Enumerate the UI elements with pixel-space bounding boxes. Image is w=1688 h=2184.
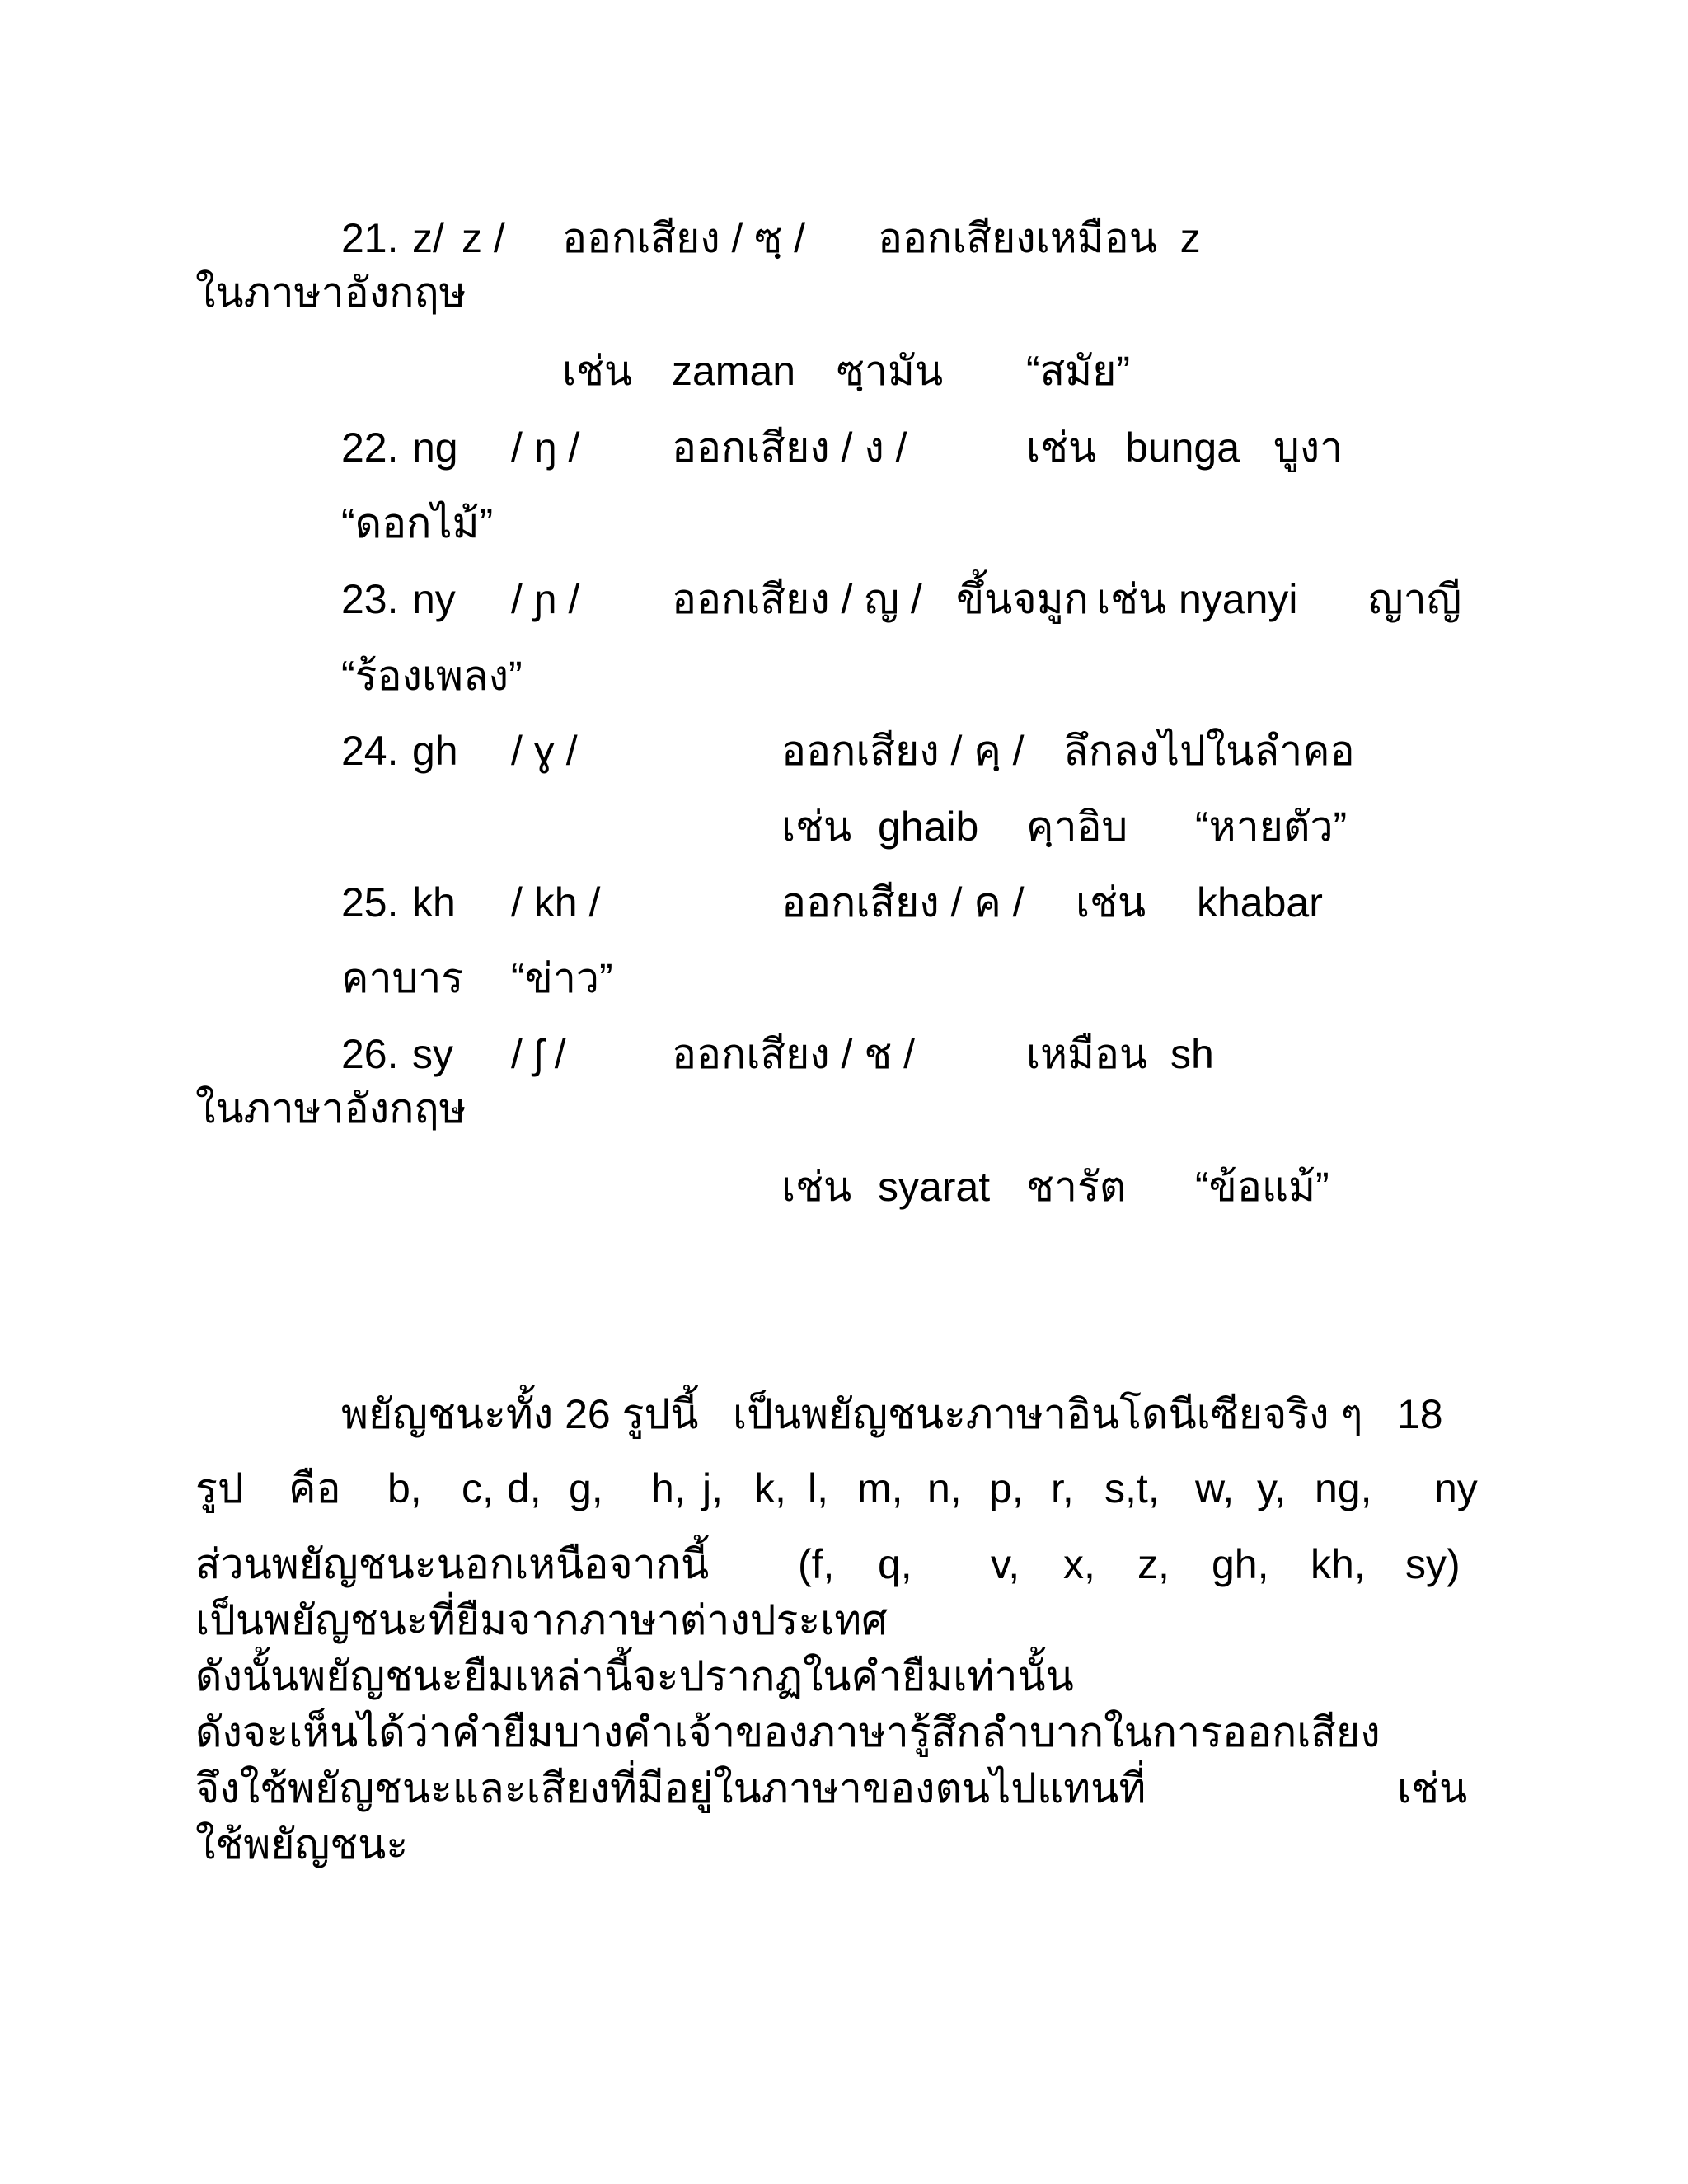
entry-23-example-thai: ญาญี [1368,576,1462,622]
entry-23-note: ขึ้นจมูก [956,576,1089,622]
entry-25-example-thai: คาบาร [341,955,464,1001]
paragraph-line-3-word: sy) [1405,1541,1461,1587]
paragraph-line-8: ใช้พยัญชนะ [195,1821,409,1868]
paragraph-line-2-word: d, [507,1465,542,1511]
entry-26-number: 26. [341,1031,399,1077]
paragraph-line-3-word: x, [1063,1541,1095,1587]
entry-23-example-label: เช่น [1096,576,1167,622]
entry-26-example-thai: ชารัต [1026,1164,1127,1210]
entry-25-example-meaning: “ข่าว” [511,955,613,1001]
entry-26-letter: sy [412,1031,453,1077]
paragraph-line-2-word: คือ [288,1465,341,1511]
paragraph-line-3-word: v, [991,1541,1020,1587]
entry-22-example-thai: บูงา [1273,424,1343,471]
entry-24-example-word: ghaib [878,804,979,850]
entry-21-sound: ออกเสียง / ซฺ / [562,215,806,261]
entry-21-example-label: เช่น [562,348,633,394]
entry-23-example-word: nyanyi [1179,576,1298,622]
entry-22-example-meaning: “ดอกไม้” [341,500,494,546]
entry-23-number: 23. [341,576,399,622]
paragraph-line-1: พยัญชนะทั้ง 26 รูปนี้ เป็นพยัญชนะภาษาอินโดนีเซียจริง ๆ 18 [341,1391,1443,1437]
entry-25-phoneme: / kh / [511,879,601,926]
entry-22-example-label: เช่น [1026,424,1097,471]
entry-24-note: ลึกลงไปในลำคอ [1063,728,1355,774]
paragraph-line-2-word: g, [569,1465,603,1511]
entry-26-example-label: เช่น [781,1164,852,1210]
entry-22-number: 22. [341,424,399,471]
paragraph-line-2-word: ny [1434,1465,1478,1511]
entry-21-note-cont: ในภาษาอังกฤษ [195,269,467,316]
paragraph-line-3-start: ส่วนพยัญชนะนอกเหนือจากนี้ [195,1541,710,1587]
paragraph-line-3-word: gh, [1212,1541,1269,1587]
entry-24-number: 24. [341,728,399,774]
paragraph-line-2-word: p, [989,1465,1024,1511]
paragraph-line-7-end: เช่น [1397,1765,1468,1811]
entry-21-letter: z/ [412,215,444,261]
entry-24-example-label: เช่น [781,804,852,850]
paragraph-line-3-word: (f, [798,1541,835,1587]
entry-25-example-word: khabar [1197,879,1323,926]
entry-22-sound: ออกเสียง / ง / [672,424,907,471]
entry-22-letter: ng [412,424,458,471]
entry-26-note: เหมือน sh [1026,1031,1214,1077]
paragraph-line-3-word: z, [1137,1541,1170,1587]
entry-24-phoneme: / ɣ / [511,728,578,774]
paragraph-line-2-word: j, [702,1465,723,1511]
entry-26-note-cont: ในภาษาอังกฤษ [195,1085,467,1132]
paragraph-line-2-word: h, [651,1465,686,1511]
entry-24-sound: ออกเสียง / คฺ / [781,728,1025,774]
paragraph-line-2-word: b, [387,1465,422,1511]
paragraph-line-7: จึงใช้พยัญชนะและเสียงที่มีอยู่ในภาษาของตนไปแทนที่ [195,1765,1146,1811]
entry-25-number: 25. [341,879,399,926]
paragraph-line-4: เป็นพยัญชนะที่ยืมจากภาษาต่างประเทศ [195,1597,888,1643]
paragraph-line-6: ดังจะเห็นได้ว่าคำยืมบางคำเจ้าของภาษารู้สึกลำบากในการออกเสียง [195,1709,1381,1755]
entry-21-phoneme: z / [462,215,505,261]
paragraph-line-2-word: m, [857,1465,903,1511]
paragraph-line-2-word: w, [1195,1465,1235,1511]
paragraph-line-5: ดังนั้นพยัญชนะยืมเหล่านี้จะปรากฏในคำยืมเท่านั้น [195,1653,1074,1699]
entry-26-example-word: syarat [878,1164,991,1210]
paragraph-line-2-word: c, [462,1465,494,1511]
paragraph-line-2-word: s,t, [1104,1465,1160,1511]
entry-21-number: 21. [341,215,399,261]
entry-22-example-word: bunga [1125,424,1240,471]
paragraph-line-3-word: kh, [1311,1541,1366,1587]
entry-25-example-label: เช่น [1076,879,1146,926]
entry-21-note: ออกเสียงเหมือน z [878,215,1201,261]
entry-24-example-meaning: “หายตัว” [1195,804,1348,850]
paragraph-line-2-start: รูป [195,1465,244,1511]
paragraph-line-2-word: l, [808,1465,828,1511]
entry-22-phoneme: / ŋ / [511,424,580,471]
entry-26-phoneme: / ʃ / [511,1031,566,1077]
entry-23-example-meaning: “ร้องเพลง” [341,653,523,699]
entry-23-letter: ny [412,576,456,622]
entry-24-letter: gh [412,728,458,774]
paragraph-line-2-word: n, [927,1465,962,1511]
entry-25-letter: kh [412,879,456,926]
entry-21-example-thai: ซฺามัน [837,348,944,394]
paragraph-line-2-word: k, [754,1465,786,1511]
paragraph-line-2-word: r, [1051,1465,1074,1511]
paragraph-line-3-word: q, [878,1541,912,1587]
entry-25-sound: ออกเสียง / ค / [781,879,1025,926]
paragraph-line-2-word: y, [1257,1465,1287,1511]
entry-26-sound: ออกเสียง / ช / [672,1031,916,1077]
entry-24-example-thai: คฺาอิบ [1026,804,1128,850]
entry-23-sound: ออกเสียง / ญ / [672,576,922,622]
entry-21-example-meaning: “สมัย” [1026,348,1131,394]
entry-21-example-word: zaman [672,348,796,394]
entry-23-phoneme: / ɲ / [511,576,580,622]
entry-26-example-meaning: “ข้อแม้” [1195,1164,1329,1210]
paragraph-line-2-word: ng, [1315,1465,1372,1511]
